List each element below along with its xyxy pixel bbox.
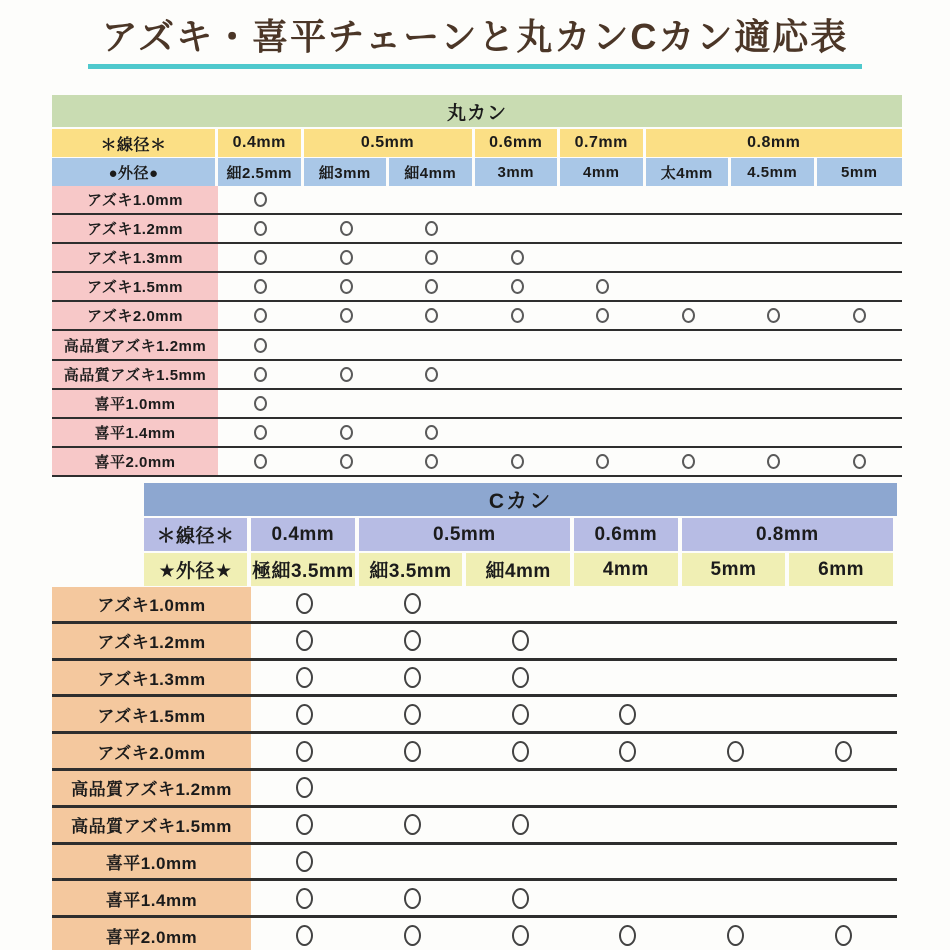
c-kan-compatibility-cell: [789, 845, 897, 879]
maru-kan-compatibility-cell: [304, 331, 390, 358]
c-kan-wire-diameter-value: 0.5mm: [359, 518, 574, 551]
compatible-circle-icon: [425, 279, 438, 294]
c-kan-chain-row: [52, 808, 897, 845]
c-kan-compatibility-cell: [789, 771, 897, 805]
c-kan-compatibility-cell: [789, 808, 897, 842]
c-kan-compatibility-cell: [359, 918, 467, 950]
c-kan-compatibility-cell: [574, 697, 682, 731]
c-kan-compatibility-cell: [466, 918, 574, 950]
maru-kan-compatibility-cell: [389, 302, 475, 329]
c-kan-compatibility-cell: [789, 587, 897, 621]
c-kan-table-title: Cカン: [144, 483, 897, 516]
compatible-circle-icon: [511, 308, 524, 323]
c-kan-chain-row: [52, 661, 897, 698]
maru-kan-outer-diameter-row: [52, 158, 902, 186]
c-kan-compatibility-cell: [251, 771, 359, 805]
maru-kan-compatibility-cell: [560, 390, 646, 417]
c-kan-wire-diameter-value: 0.6mm: [574, 518, 682, 551]
c-kan-compatibility-cell: [574, 771, 682, 805]
maru-kan-outer-diameter-value: 3mm: [475, 158, 561, 186]
c-kan-compatibility-cell: [574, 881, 682, 915]
compatible-circle-icon: [425, 367, 438, 382]
c-kan-compatibility-cell: [359, 587, 467, 621]
compatible-circle-icon: [511, 250, 524, 265]
page-title: アズキ・喜平チェーンと丸カンCカン適応表: [88, 16, 863, 69]
maru-kan-compatibility-cell: [560, 244, 646, 271]
maru-kan-outer-diameter-header: ●外径●: [52, 158, 218, 186]
maru-kan-compatibility-cell: [475, 244, 561, 271]
c-kan-outer-diameter-value: 細3.5mm: [359, 553, 467, 586]
maru-kan-chain-label: アズキ1.3mm: [52, 244, 218, 271]
compatible-circle-icon: [404, 704, 421, 725]
maru-kan-compatibility-cell: [817, 390, 903, 417]
c-kan-outer-diameter-value: 極細3.5mm: [251, 553, 359, 586]
compatible-circle-icon: [254, 250, 267, 265]
c-kan-compatibility-cell: [251, 661, 359, 695]
compatible-circle-icon: [835, 741, 852, 762]
c-kan-chain-row: [52, 881, 897, 918]
compatible-circle-icon: [767, 454, 780, 469]
maru-kan-compatibility-cell: [817, 215, 903, 242]
maru-kan-chain-label: アズキ1.5mm: [52, 273, 218, 300]
maru-kan-compatibility-cell: [817, 448, 903, 475]
maru-kan-compatibility-cell: [304, 302, 390, 329]
maru-kan-compatibility-cell: [304, 390, 390, 417]
maru-kan-chain-row: [52, 244, 902, 273]
maru-kan-compatibility-cell: [731, 186, 817, 213]
maru-kan-compatibility-cell: [218, 448, 304, 475]
c-kan-compatibility-cell: [682, 587, 790, 621]
compatible-circle-icon: [619, 741, 636, 762]
maru-kan-compatibility-cell: [731, 361, 817, 388]
c-kan-outer-diameter-row: [144, 553, 897, 586]
maru-kan-outer-diameter-value: 太4mm: [646, 158, 732, 186]
maru-kan-compatibility-cell: [475, 302, 561, 329]
maru-kan-compatibility-cell: [817, 244, 903, 271]
c-kan-outer-diameter-value: 4mm: [574, 553, 682, 586]
c-kan-chain-label: 喜平1.0mm: [52, 845, 251, 879]
c-kan-compatibility-cell: [251, 845, 359, 879]
maru-kan-compatibility-cell: [389, 390, 475, 417]
c-kan-compatibility-cell: [682, 661, 790, 695]
compatible-circle-icon: [404, 630, 421, 651]
maru-kan-chain-label: 喜平1.4mm: [52, 419, 218, 446]
c-kan-compatibility-cell: [251, 624, 359, 658]
maru-kan-compatibility-cell: [304, 186, 390, 213]
maru-kan-chain-label: アズキ2.0mm: [52, 302, 218, 329]
maru-kan-compatibility-cell: [646, 390, 732, 417]
maru-kan-compatibility-cell: [475, 273, 561, 300]
maru-kan-outer-diameter-value: 4mm: [560, 158, 646, 186]
maru-kan-compatibility-cell: [731, 302, 817, 329]
maru-kan-compatibility-cell: [304, 419, 390, 446]
compatible-circle-icon: [511, 279, 524, 294]
c-kan-chain-row: [52, 918, 897, 950]
c-kan-chain-row: [52, 771, 897, 808]
c-kan-chain-label: 喜平1.4mm: [52, 881, 251, 915]
maru-kan-compatibility-cell: [218, 390, 304, 417]
c-kan-compatibility-cell: [466, 734, 574, 768]
maru-kan-compatibility-cell: [646, 361, 732, 388]
compatible-circle-icon: [254, 221, 267, 236]
c-kan-compatibility-cell: [682, 918, 790, 950]
maru-kan-compatibility-cell: [817, 361, 903, 388]
c-kan-compatibility-cell: [789, 661, 897, 695]
compatible-circle-icon: [596, 308, 609, 323]
maru-kan-compatibility-cell: [218, 215, 304, 242]
c-kan-compatibility-cell: [251, 918, 359, 950]
c-kan-compatibility-cell: [466, 697, 574, 731]
maru-kan-compatibility-cell: [646, 244, 732, 271]
maru-kan-compatibility-cell: [560, 331, 646, 358]
maru-kan-outer-diameter-value: 4.5mm: [731, 158, 817, 186]
maru-kan-compatibility-cell: [389, 215, 475, 242]
compatible-circle-icon: [853, 454, 866, 469]
maru-kan-chain-row: [52, 361, 902, 390]
c-kan-compatibility-cell: [359, 845, 467, 879]
maru-kan-compatibility-cell: [389, 186, 475, 213]
compatible-circle-icon: [853, 308, 866, 323]
c-kan-compatibility-cell: [682, 734, 790, 768]
c-kan-compatibility-cell: [789, 697, 897, 731]
c-kan-compatibility-cell: [466, 845, 574, 879]
compatible-circle-icon: [512, 630, 529, 651]
c-kan-chain-label: 喜平2.0mm: [52, 918, 251, 950]
maru-kan-wire-diameter-value: 0.7mm: [560, 129, 646, 157]
c-kan-compatibility-cell: [682, 624, 790, 658]
c-kan-chain-label: 高品質アズキ1.2mm: [52, 771, 251, 805]
maru-kan-compatibility-cell: [389, 273, 475, 300]
maru-kan-compatibility-cell: [817, 273, 903, 300]
maru-kan-compatibility-cell: [475, 186, 561, 213]
compatible-circle-icon: [254, 396, 267, 411]
compatible-circle-icon: [404, 667, 421, 688]
compatible-circle-icon: [254, 338, 267, 353]
maru-kan-compatibility-cell: [218, 302, 304, 329]
maru-kan-compatibility-cell: [646, 331, 732, 358]
c-kan-compatibility-cell: [574, 808, 682, 842]
maru-kan-compatibility-cell: [304, 215, 390, 242]
maru-kan-compatibility-cell: [731, 244, 817, 271]
compatible-circle-icon: [296, 777, 313, 798]
maru-kan-compatibility-cell: [389, 331, 475, 358]
maru-kan-compatibility-cell: [560, 361, 646, 388]
compatible-circle-icon: [254, 279, 267, 294]
c-kan-compatibility-cell: [359, 771, 467, 805]
maru-kan-compatibility-cell: [218, 244, 304, 271]
c-kan-chain-label: アズキ1.5mm: [52, 697, 251, 731]
c-kan-compatibility-cell: [574, 587, 682, 621]
maru-kan-compatibility-cell: [475, 390, 561, 417]
compatible-circle-icon: [835, 925, 852, 946]
maru-kan-wire-diameter-value: 0.8mm: [646, 129, 903, 157]
maru-kan-table: [52, 95, 902, 477]
c-kan-compatibility-cell: [466, 808, 574, 842]
maru-kan-outer-diameter-value: 5mm: [817, 158, 903, 186]
compatible-circle-icon: [340, 425, 353, 440]
maru-kan-chain-row: [52, 302, 902, 331]
maru-kan-compatibility-cell: [817, 302, 903, 329]
compatible-circle-icon: [425, 250, 438, 265]
compatible-circle-icon: [404, 925, 421, 946]
c-kan-outer-diameter-value: 細4mm: [466, 553, 574, 586]
compatible-circle-icon: [340, 250, 353, 265]
compatible-circle-icon: [619, 704, 636, 725]
compatible-circle-icon: [619, 925, 636, 946]
c-kan-chain-row: [52, 624, 897, 661]
compatible-circle-icon: [512, 667, 529, 688]
compatible-circle-icon: [296, 851, 313, 872]
c-kan-compatibility-cell: [251, 697, 359, 731]
c-kan-compatibility-cell: [359, 808, 467, 842]
compatible-circle-icon: [296, 630, 313, 651]
c-kan-compatibility-cell: [789, 734, 897, 768]
compatible-circle-icon: [512, 741, 529, 762]
maru-kan-compatibility-cell: [475, 361, 561, 388]
c-kan-compatibility-cell: [359, 624, 467, 658]
maru-kan-wire-diameter-row: [52, 129, 902, 157]
c-kan-wire-diameter-value: 0.8mm: [682, 518, 897, 551]
maru-kan-compatibility-cell: [218, 186, 304, 213]
maru-kan-compatibility-cell: [560, 215, 646, 242]
c-kan-compatibility-cell: [682, 808, 790, 842]
maru-kan-wire-diameter-value: 0.5mm: [304, 129, 475, 157]
maru-kan-outer-diameter-value: 細2.5mm: [218, 158, 304, 186]
compatible-circle-icon: [512, 888, 529, 909]
compatible-circle-icon: [296, 925, 313, 946]
maru-kan-compatibility-cell: [218, 419, 304, 446]
c-kan-compatibility-cell: [789, 881, 897, 915]
maru-kan-compatibility-cell: [218, 361, 304, 388]
c-kan-table-body: [52, 587, 897, 950]
compatible-circle-icon: [767, 308, 780, 323]
maru-kan-compatibility-cell: [817, 419, 903, 446]
maru-kan-compatibility-cell: [731, 448, 817, 475]
c-kan-compatibility-cell: [466, 771, 574, 805]
c-kan-compatibility-cell: [359, 697, 467, 731]
compatible-circle-icon: [296, 888, 313, 909]
c-kan-chain-label: アズキ1.2mm: [52, 624, 251, 658]
maru-kan-chain-row: [52, 419, 902, 448]
maru-kan-compatibility-cell: [475, 419, 561, 446]
c-kan-chain-row: [52, 697, 897, 734]
c-kan-wire-diameter-value: 0.4mm: [251, 518, 359, 551]
maru-kan-compatibility-cell: [560, 419, 646, 446]
compatible-circle-icon: [340, 367, 353, 382]
compatible-circle-icon: [512, 704, 529, 725]
compatible-circle-icon: [404, 888, 421, 909]
maru-kan-compatibility-cell: [560, 448, 646, 475]
maru-kan-chain-row: [52, 215, 902, 244]
maru-kan-chain-label: アズキ1.2mm: [52, 215, 218, 242]
c-kan-compatibility-cell: [682, 697, 790, 731]
maru-kan-compatibility-cell: [731, 419, 817, 446]
maru-kan-compatibility-cell: [646, 273, 732, 300]
compatible-circle-icon: [254, 308, 267, 323]
c-kan-compatibility-cell: [574, 918, 682, 950]
c-kan-compatibility-cell: [466, 661, 574, 695]
compatible-circle-icon: [340, 221, 353, 236]
maru-kan-compatibility-cell: [475, 215, 561, 242]
maru-kan-chain-label: 高品質アズキ1.5mm: [52, 361, 218, 388]
compatible-circle-icon: [340, 308, 353, 323]
maru-kan-wire-diameter-value: 0.4mm: [218, 129, 304, 157]
maru-kan-compatibility-cell: [560, 273, 646, 300]
compatible-circle-icon: [296, 704, 313, 725]
c-kan-compatibility-cell: [574, 661, 682, 695]
compatible-circle-icon: [596, 454, 609, 469]
compatible-circle-icon: [512, 925, 529, 946]
compatible-circle-icon: [340, 454, 353, 469]
c-kan-compatibility-cell: [466, 624, 574, 658]
maru-kan-compatibility-cell: [304, 361, 390, 388]
maru-kan-compatibility-cell: [646, 186, 732, 213]
maru-kan-chain-row: [52, 186, 902, 215]
maru-kan-compatibility-cell: [817, 331, 903, 358]
maru-kan-compatibility-cell: [646, 302, 732, 329]
maru-kan-compatibility-cell: [731, 390, 817, 417]
c-kan-compatibility-cell: [574, 734, 682, 768]
compatible-circle-icon: [254, 454, 267, 469]
maru-kan-compatibility-cell: [560, 186, 646, 213]
compatible-circle-icon: [296, 741, 313, 762]
maru-kan-table-title: 丸カン: [52, 95, 902, 127]
maru-kan-compatibility-cell: [389, 244, 475, 271]
c-kan-compatibility-cell: [359, 881, 467, 915]
maru-kan-compatibility-cell: [304, 273, 390, 300]
maru-kan-compatibility-cell: [304, 244, 390, 271]
compatible-circle-icon: [254, 367, 267, 382]
compatible-circle-icon: [296, 814, 313, 835]
c-kan-compatibility-cell: [682, 771, 790, 805]
maru-kan-compatibility-cell: [304, 448, 390, 475]
maru-kan-chain-row: [52, 331, 902, 360]
c-kan-compatibility-cell: [466, 587, 574, 621]
maru-kan-table-body: [52, 186, 902, 477]
c-kan-compatibility-cell: [359, 661, 467, 695]
compatible-circle-icon: [682, 308, 695, 323]
compatible-circle-icon: [425, 308, 438, 323]
c-kan-compatibility-cell: [574, 845, 682, 879]
title-area: [0, 16, 950, 69]
maru-kan-compatibility-cell: [646, 215, 732, 242]
compatible-circle-icon: [512, 814, 529, 835]
c-kan-outer-diameter-header: ★外径★: [144, 553, 251, 586]
c-kan-compatibility-cell: [574, 624, 682, 658]
compatible-circle-icon: [682, 454, 695, 469]
maru-kan-compatibility-cell: [646, 448, 732, 475]
compatible-circle-icon: [425, 425, 438, 440]
c-kan-compatibility-cell: [789, 918, 897, 950]
c-kan-compatibility-cell: [251, 587, 359, 621]
maru-kan-compatibility-cell: [218, 273, 304, 300]
c-kan-compatibility-cell: [251, 734, 359, 768]
c-kan-chain-label: アズキ1.3mm: [52, 661, 251, 695]
maru-kan-chain-label: 高品質アズキ1.2mm: [52, 331, 218, 358]
c-kan-chain-row: [52, 734, 897, 771]
c-kan-wire-diameter-header: ＊線径＊: [144, 518, 251, 551]
maru-kan-compatibility-cell: [389, 419, 475, 446]
c-kan-table: [52, 483, 897, 950]
compatible-circle-icon: [296, 667, 313, 688]
maru-kan-compatibility-cell: [560, 302, 646, 329]
maru-kan-outer-diameter-value: 細4mm: [389, 158, 475, 186]
maru-kan-compatibility-cell: [389, 448, 475, 475]
maru-kan-compatibility-cell: [731, 331, 817, 358]
compatible-circle-icon: [727, 741, 744, 762]
c-kan-compatibility-cell: [789, 624, 897, 658]
compatible-circle-icon: [340, 279, 353, 294]
compatible-circle-icon: [254, 425, 267, 440]
c-kan-compatibility-cell: [251, 808, 359, 842]
maru-kan-chain-row: [52, 273, 902, 302]
maru-kan-chain-row: [52, 448, 902, 477]
maru-kan-compatibility-cell: [646, 419, 732, 446]
c-kan-compatibility-cell: [682, 845, 790, 879]
c-kan-compatibility-cell: [251, 881, 359, 915]
compatible-circle-icon: [511, 454, 524, 469]
compatible-circle-icon: [425, 454, 438, 469]
maru-kan-compatibility-cell: [731, 273, 817, 300]
maru-kan-compatibility-cell: [475, 331, 561, 358]
compatible-circle-icon: [404, 814, 421, 835]
c-kan-outer-diameter-value: 5mm: [682, 553, 790, 586]
maru-kan-chain-label: アズキ1.0mm: [52, 186, 218, 213]
c-kan-wire-diameter-row: [144, 518, 897, 551]
c-kan-chain-row: [52, 587, 897, 624]
compatible-circle-icon: [596, 279, 609, 294]
c-kan-chain-row: [52, 845, 897, 882]
c-kan-chain-label: アズキ1.0mm: [52, 587, 251, 621]
compatible-circle-icon: [254, 192, 267, 207]
maru-kan-chain-label: 喜平2.0mm: [52, 448, 218, 475]
compatible-circle-icon: [404, 741, 421, 762]
compatible-circle-icon: [296, 593, 313, 614]
c-kan-chain-label: アズキ2.0mm: [52, 734, 251, 768]
maru-kan-compatibility-cell: [218, 331, 304, 358]
maru-kan-outer-diameter-value: 細3mm: [304, 158, 390, 186]
c-kan-compatibility-cell: [359, 734, 467, 768]
c-kan-outer-diameter-value: 6mm: [789, 553, 897, 586]
maru-kan-compatibility-cell: [389, 361, 475, 388]
maru-kan-compatibility-cell: [817, 186, 903, 213]
maru-kan-wire-diameter-header: ＊線径＊: [52, 129, 218, 157]
maru-kan-compatibility-cell: [475, 448, 561, 475]
c-kan-compatibility-cell: [682, 881, 790, 915]
maru-kan-wire-diameter-value: 0.6mm: [475, 129, 561, 157]
compatible-circle-icon: [425, 221, 438, 236]
compatible-circle-icon: [727, 925, 744, 946]
maru-kan-chain-row: [52, 390, 902, 419]
c-kan-chain-label: 高品質アズキ1.5mm: [52, 808, 251, 842]
maru-kan-compatibility-cell: [731, 215, 817, 242]
compatible-circle-icon: [404, 593, 421, 614]
maru-kan-chain-label: 喜平1.0mm: [52, 390, 218, 417]
c-kan-compatibility-cell: [466, 881, 574, 915]
